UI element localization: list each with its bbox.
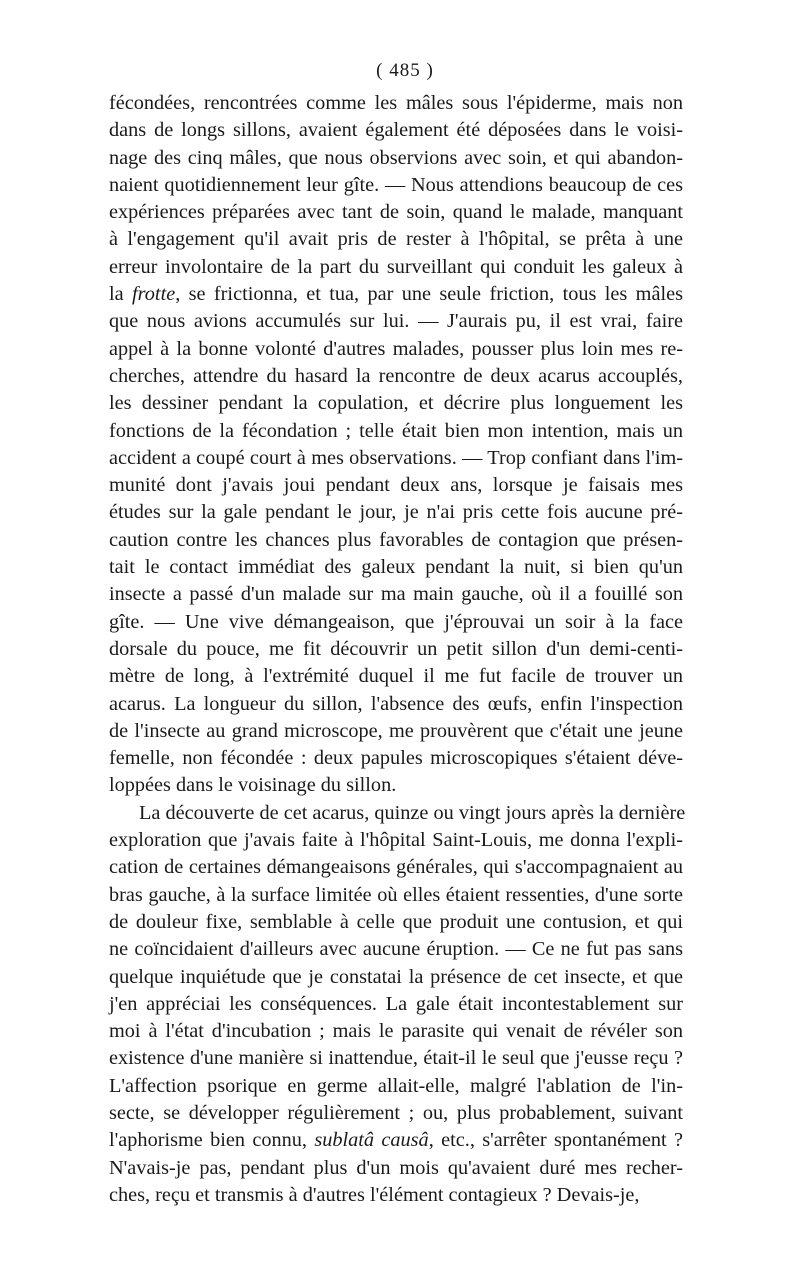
text-line: nage des cinq mâles, que nous observions avec soin, et qui abandon- (109, 146, 683, 169)
text-line: tait le contact immédiat des galeux pendant la nuit, si bien qu'un (109, 556, 683, 579)
text-line: dorsale du pouce, me fit découvrir un petit sillon d'un demi-centi- (109, 637, 683, 660)
text-line: la frotte, se frictionna, et tua, par une seule friction, tous les mâles (109, 283, 683, 306)
body-text (109, 90, 686, 1209)
text-line: gîte. — Une vive démangeaison, que j'éprouvai un soir à la face (109, 610, 683, 633)
text-line: La découverte de cet acarus, quinze ou vingt jours après la dernière (139, 801, 686, 824)
text-line: expériences préparées avec tant de soin, quand le malade, manquant (109, 201, 683, 224)
text-line: femelle, non fécondée : deux papules microscopiques s'étaient déve- (109, 747, 683, 770)
text-line: ches, reçu et transmis à d'autres l'élément contagieux ? Devais-je, (109, 1183, 640, 1206)
text-line: bras gauche, à la surface limitée où elles étaient ressenties, d'une sorte (109, 883, 683, 906)
text-line: loppées dans le voisinage du sillon. (109, 774, 397, 797)
book-page (109, 60, 686, 1209)
text-line: de l'insecte au grand microscope, me prouvèrent que c'était une jeune (109, 719, 683, 742)
text-line: acarus. La longueur du sillon, l'absence des œufs, enfin l'inspection (109, 692, 683, 715)
text-line: fonctions de la fécondation ; telle était bien mon intention, mais un (109, 419, 683, 442)
text-line: fécondées, rencontrées comme les mâles sous l'épiderme, mais non (109, 92, 683, 114)
page-number: ( 485 ) (376, 60, 434, 81)
text-line: existence d'une manière si inattendue, était-il le seul que j'eusse reçu ? (109, 1047, 683, 1070)
text-line: à l'engagement qu'il avait pris de rester à l'hôpital, se prêta à une (109, 228, 683, 251)
text-line: j'en appréciai les conséquences. La gale était incontestablement sur (109, 992, 683, 1015)
text-line: insecte a passé d'un malade sur ma main gauche, où il a fouillé son (109, 583, 683, 606)
text-line: munité dont j'avais joui pendant deux ans, lorsque je faisais mes (109, 474, 683, 497)
text-line: cation de certaines démangeaisons générales, qui s'accompagnaient au (109, 856, 683, 879)
text-line: cherches, attendre du hasard la rencontre de deux acarus accouplés, (109, 364, 683, 387)
paragraph (109, 800, 686, 1209)
text-line: dans de longs sillons, avaient également été déposées dans le voisi- (109, 119, 683, 142)
text-line: exploration que j'avais faite à l'hôpital Saint-Louis, me donna l'expli- (109, 829, 683, 852)
text-line: caution contre les chances plus favorables de contagion que présen- (109, 528, 683, 551)
text-line: L'affection psorique en germe allait-elle, malgré l'ablation de l'in- (109, 1074, 683, 1097)
text-line: moi à l'état d'incubation ; mais le parasite qui venait de révéler son (109, 1020, 683, 1043)
text-line: secte, se développer régulièrement ; ou, plus probablement, suivant (109, 1101, 683, 1124)
text-line: erreur involontaire de la part du surveillant qui conduit les galeux à (109, 255, 683, 278)
text-line: appel à la bonne volonté d'autres malades, pousser plus loin mes re- (109, 337, 683, 360)
paragraph (109, 90, 683, 800)
text-line: quelque inquiétude que je constatai la présence de cet insecte, et que (109, 965, 683, 988)
text-line: naient quotidiennement leur gîte. — Nous attendions beaucoup de ces (109, 173, 683, 196)
text-line: l'aphorisme bien connu, sublatâ causâ, etc., s'arrêter spontanément ? (109, 1129, 683, 1152)
text-line: études sur la gale pendant le jour, je n'ai pris cette fois aucune pré- (109, 501, 683, 524)
text-line: que nous avions accumulés sur lui. — J'aurais pu, il est vrai, faire (109, 310, 683, 333)
text-line: de douleur fixe, semblable à celle que produit une contusion, et qui (109, 910, 683, 933)
text-line: N'avais-je pas, pendant plus d'un mois qu'avaient duré mes recher- (109, 1156, 683, 1179)
text-line: les dessiner pendant la copulation, et décrire plus longuement les (109, 392, 683, 415)
text-line: accident a coupé court à mes observations. — Trop confiant dans l'im- (109, 446, 683, 469)
text-line: mètre de long, à l'extrémité duquel il me fut facile de trouver un (109, 665, 683, 688)
text-line: ne coïncidaient d'ailleurs avec aucune éruption. — Ce ne fut pas sans (109, 938, 683, 961)
